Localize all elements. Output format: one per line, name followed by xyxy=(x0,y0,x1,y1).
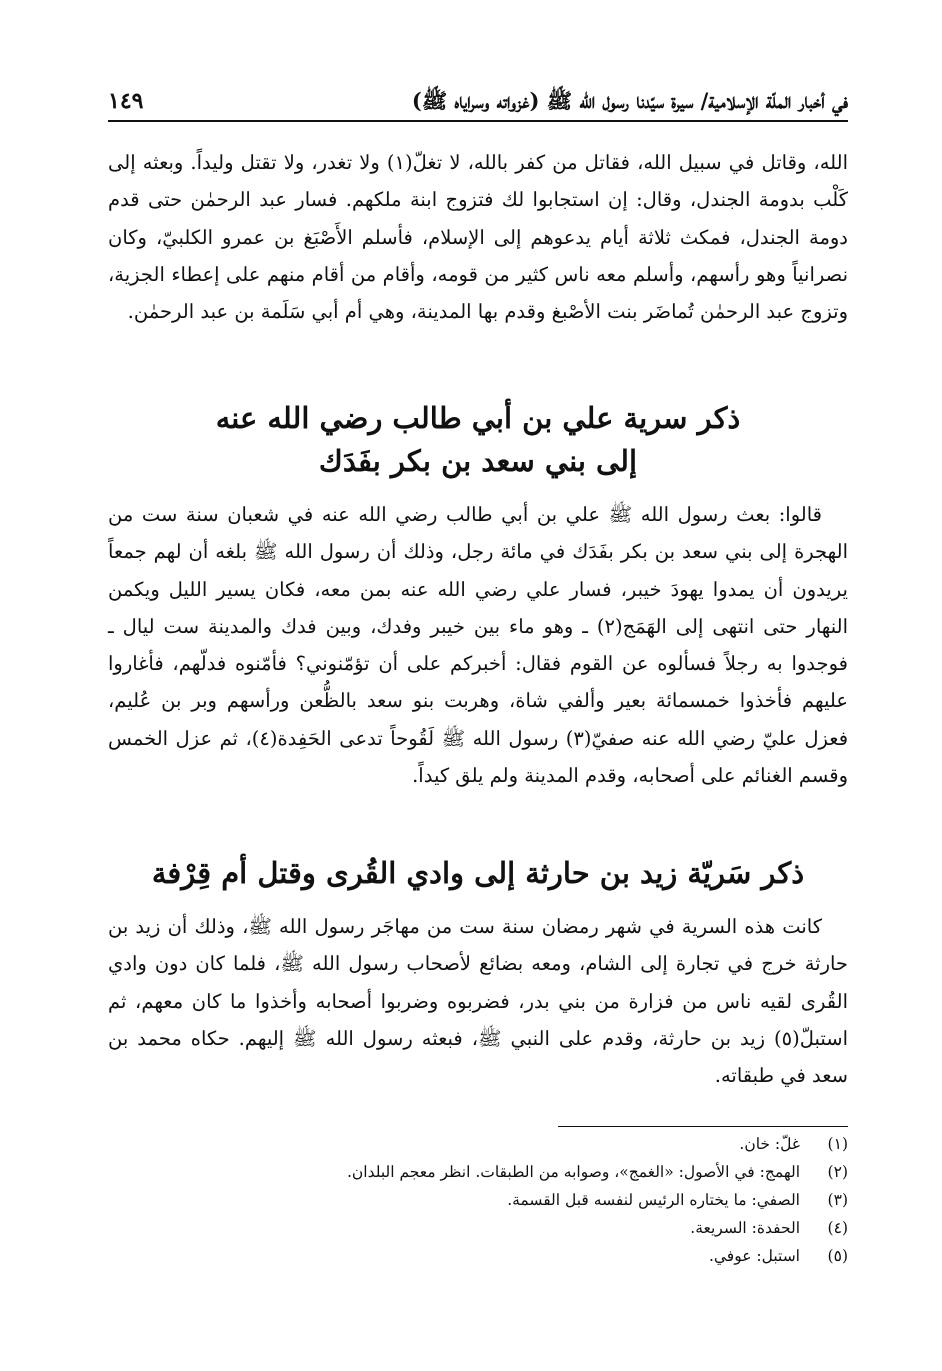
running-header xyxy=(108,86,848,122)
footnote-text: الهمج: في الأصول: «الغمج»، وصوابه من الطبقات. انظر معجم البلدان. xyxy=(346,1163,800,1181)
footnote-item xyxy=(108,1214,848,1242)
footnote-item xyxy=(108,1186,848,1214)
section-heading-zayd: ذكر سَريّة زيد بن حارثة إلى وادي القُرى وقتل أم قِرْفة xyxy=(151,856,805,890)
footnote-divider xyxy=(558,1126,848,1127)
footnote-number: (٢) xyxy=(827,1163,848,1181)
section-body-ali: قالوا: بعث رسول الله ﷺ علي بن أبي طالب رضي الله عنه في شعبان سنة ست من الهجرة إلى بني سعد بن بكر بفَدَك في مائة رجل، وذلك أن رسول الله ﷺ بلغه أن لهم جمعاً يريدون أن يمدوا يهودَ خيبر، فسار علي رضي الله عنه بمن معه، فكان يسير الليل ويكمن النهار حتى انتهى إلى الهَمَج(٢) ـ وهو ماء بين خيبر وفدك، وبين فدك والمدينة ست ليال ـ فوجدوا به رجلاً فسألوه عن القوم فقال: أخبركم على أن تؤمّنوني؟ فأمّنوه فدلّهم، فأغاروا عليهم فأخذوا خمسمائة بعير وألفي شاة، وهربت بنو سعد بالظُّعن ورأسهم وبر بن عُليم، فعزل عليّ رضي الله عنه صفيّ(٣) رسول الله ﷺ لَقُوحاً تدعى الحَفِدة(٤)، ثم عزل الخمس وقسم الغنائم على أصحابه، وقدم المدينة ولم يلق كيداً. xyxy=(108,503,849,788)
footnote-number: (٥) xyxy=(827,1247,848,1265)
footnote-text: الصفي: ما يختاره الرئيس لنفسه قبل القسمة. xyxy=(507,1191,800,1209)
section-heading-ali-line1: ذكر سرية علي بن أبي طالب رضي الله عنه xyxy=(215,401,741,435)
running-title: في أخبار الملّة الإسلامية/ سيرة سيّدنا رسول الله ﷺ (غزواته وسراياه ﷺ) xyxy=(411,88,848,113)
intro-paragraph: الله، وقاتل في سبيل الله، فقاتل من كفر بالله، لا تغلّ(١) ولا تغدر، ولا تقتل وليداً. وبعثه إلى كَلْب بدومة الجندل، وقال: إن استجابوا لك فتزوج ابنة ملكهم. فسار عبد الرحمٰن حتى قدم دومة الجندل، فمكث ثلاثة أيام يدعوهم إلى الإسلام، فأسلم الأَصْبَغ بن عمرو الكلبيّ، وكان نصرانياً وهو رأسهم، وأسلم معه ناس كثير من قومه، وأقام من أقام منهم على إعطاء الجزية، وتزوج عبد الرحمٰن تُماضَر بنت الأصْبغ وقدم بها المدينة، وهي أم أبي سَلَمة بن عبد الرحمٰن. xyxy=(108,151,848,324)
footnote-number: (٤) xyxy=(827,1219,848,1237)
footnote-text: استبل: عوفي. xyxy=(708,1247,800,1265)
footnote-item xyxy=(108,1158,848,1186)
footnote-item xyxy=(108,1130,848,1158)
footnote-number: (١) xyxy=(827,1135,848,1153)
section-heading-ali-line2: إلى بني سعد بن بكر بفَدَك xyxy=(318,444,638,478)
footnote-text: الحفدة: السريعة. xyxy=(690,1219,800,1237)
page-number: ١٤٩ xyxy=(108,88,144,114)
footnote-text: غلّ: خان. xyxy=(739,1135,800,1153)
section-body-zayd: كانت هذه السرية في شهر رمضان سنة ست من مهاجَر رسول الله ﷺ، وذلك أن زيد بن حارثة خرج في تجارة إلى الشام، ومعه بضائع لأصحاب رسول الله ﷺ، فلما كان دون وادي القُرى لقيه ناس من فزارة من بني بدر، فضربوه وضربوا أصحابه وأخذوا ما كان معهم، ثم استبلّ(٥) زيد بن حارثة، وقدم على النبي ﷺ، فبعثه رسول الله ﷺ إليهم. حكاه محمد بن سعد في طبقاته. xyxy=(108,915,848,1088)
footnotes xyxy=(108,1130,848,1270)
footnote-item xyxy=(108,1242,848,1270)
footnote-number: (٣) xyxy=(827,1191,848,1209)
